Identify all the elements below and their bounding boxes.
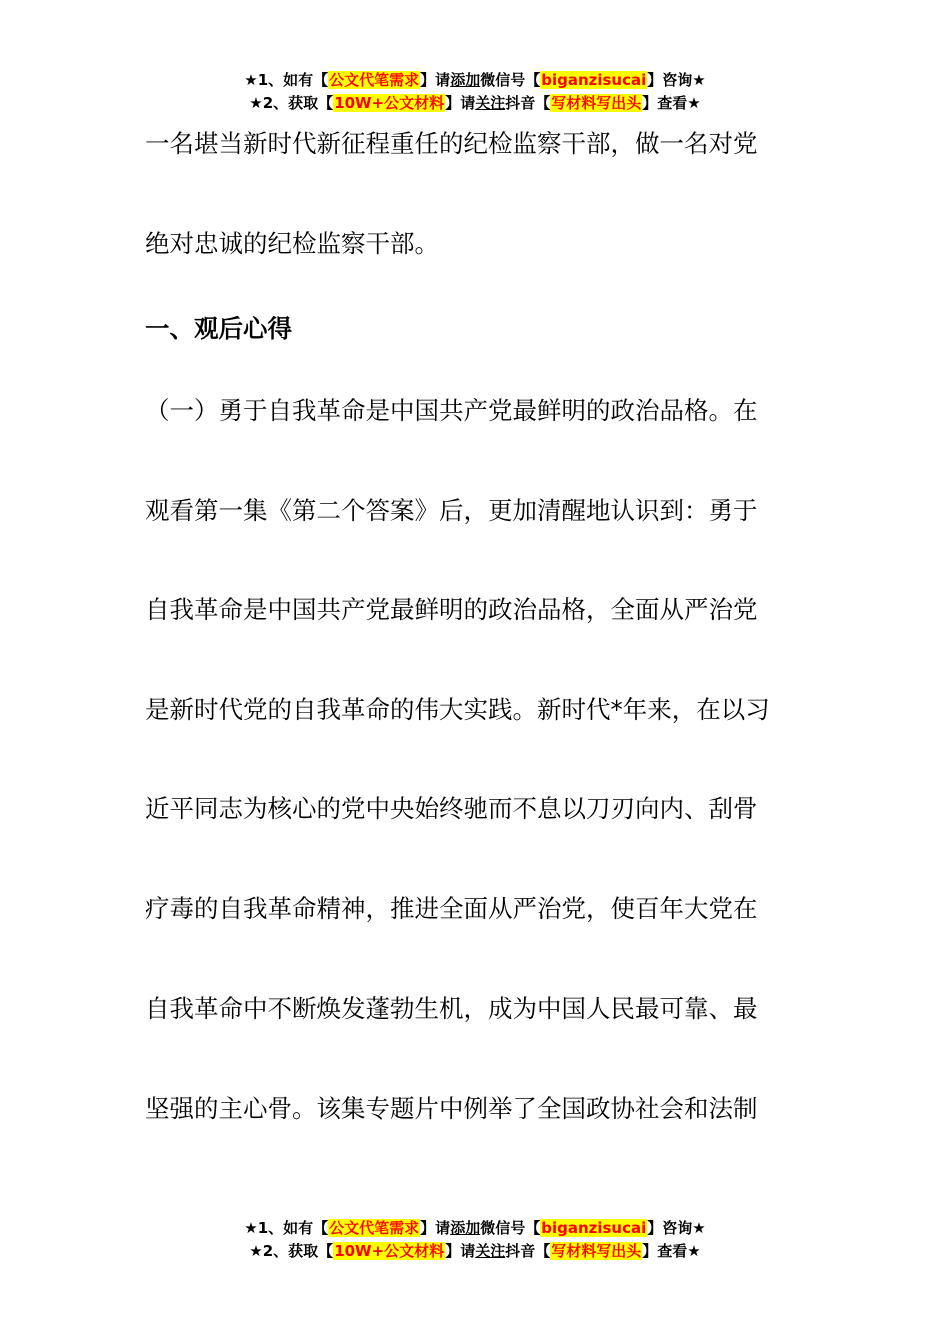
banner-line-2: [0, 92, 950, 115]
banner-text: ★1、如有【: [244, 1219, 329, 1237]
banner-text: ★2、获取【: [249, 1242, 334, 1260]
banner-line-1: [0, 1217, 950, 1240]
banner-line-1: [0, 69, 950, 92]
paragraph-line: 是新时代党的自我革命的伟大实践。新时代*年来，在以习: [145, 695, 770, 724]
highlight-service: 公文代笔需求: [329, 71, 420, 89]
banner-text: 抖音【: [505, 94, 551, 112]
banner-text: 微信号【: [480, 1219, 541, 1237]
underlined-text: 添加: [450, 71, 481, 89]
paragraph-line: （一）勇于自我革命是中国共产党最鲜明的政治品格。在: [145, 396, 758, 425]
banner-text: 】查看★: [642, 94, 701, 112]
banner-text: 抖音【: [505, 1242, 551, 1260]
banner-text: 】请: [445, 1242, 476, 1260]
highlight-douyin-account: 写材料写出头: [551, 1242, 642, 1260]
highlight-wechat-id: biganzisucai: [541, 71, 647, 89]
banner-text: 】请: [420, 71, 451, 89]
paragraph-line: 自我革命是中国共产党最鲜明的政治品格，全面从严治党: [145, 595, 758, 624]
footer-banner: [0, 1217, 950, 1263]
highlight-service: 公文代笔需求: [329, 1219, 420, 1237]
banner-text: 微信号【: [480, 71, 541, 89]
banner-text: 】咨询★: [647, 71, 706, 89]
highlight-materials: 10W+公文材料: [334, 1242, 445, 1260]
highlight-materials: 10W+公文材料: [334, 94, 445, 112]
paragraph-line: 绝对忠诚的纪检监察干部。: [145, 229, 439, 258]
underlined-text: 关注: [475, 1242, 506, 1260]
section-heading: 一、观后心得: [145, 314, 292, 343]
paragraph-line: 一名堪当新时代新征程重任的纪检监察干部，做一名对党: [145, 129, 758, 158]
underlined-text: 添加: [450, 1219, 481, 1237]
header-banner: [0, 69, 950, 115]
underlined-text: 关注: [475, 94, 506, 112]
banner-text: 】咨询★: [647, 1219, 706, 1237]
banner-text: ★2、获取【: [249, 94, 334, 112]
banner-text: 】请: [445, 94, 476, 112]
banner-text: ★1、如有【: [244, 71, 329, 89]
paragraph-line: 自我革命中不断焕发蓬勃生机，成为中国人民最可靠、最: [145, 994, 758, 1023]
highlight-wechat-id: biganzisucai: [541, 1219, 647, 1237]
paragraph-line: 观看第一集《第二个答案》后，更加清醒地认识到：勇于: [145, 496, 758, 525]
banner-line-2: [0, 1240, 950, 1263]
paragraph-line: 坚强的主心骨。该集专题片中例举了全国政协社会和法制: [145, 1094, 758, 1123]
banner-text: 】查看★: [642, 1242, 701, 1260]
banner-text: 】请: [420, 1219, 451, 1237]
highlight-douyin-account: 写材料写出头: [551, 94, 642, 112]
paragraph-line: 疗毒的自我革命精神，推进全面从严治党，使百年大党在: [145, 894, 758, 923]
paragraph-line: 近平同志为核心的党中央始终驰而不息以刀刃向内、刮骨: [145, 794, 758, 823]
